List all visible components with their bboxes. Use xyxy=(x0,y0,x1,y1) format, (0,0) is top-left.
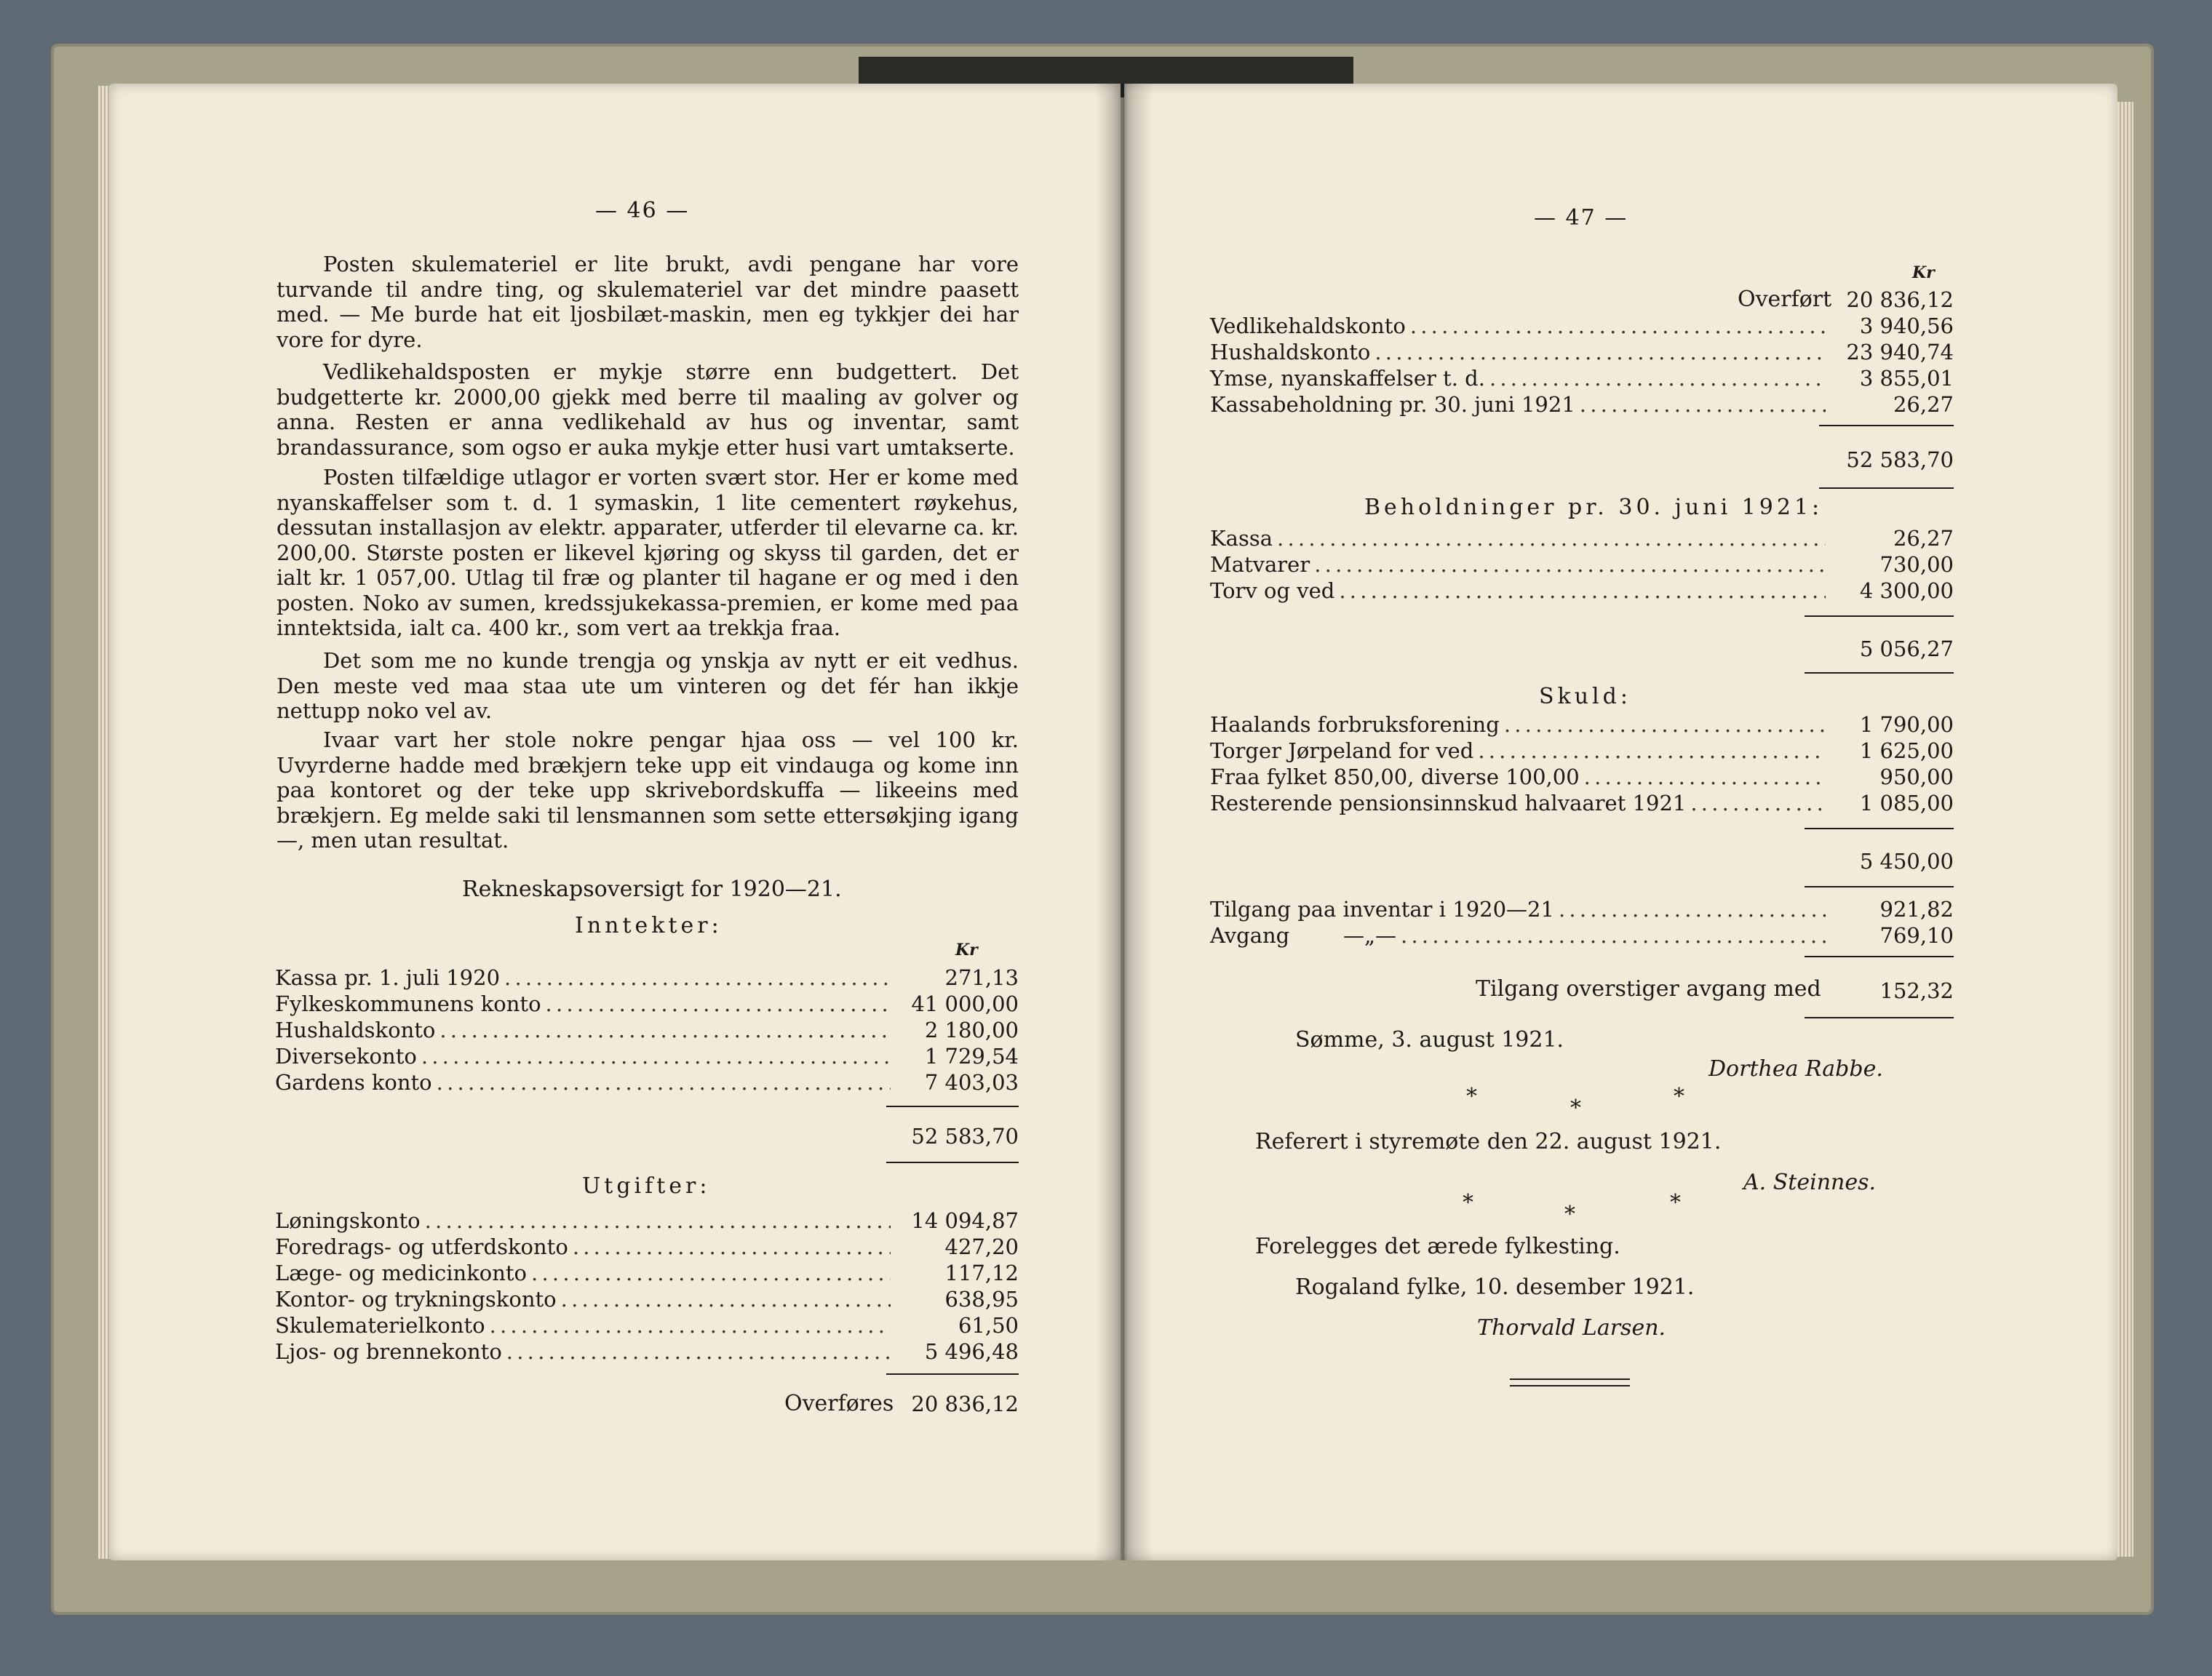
expense-row: Ljos- og brennekonto . . . 5 496,48 xyxy=(275,1338,1019,1365)
inventory-summary-label: Tilgang overstiger avgang med xyxy=(1476,976,1821,1002)
signature-thorvald-larsen: Thorvald Larsen. xyxy=(1477,1315,1666,1341)
sum-rule xyxy=(1805,615,1954,617)
income-title: Inntekter: xyxy=(575,913,723,938)
asterisk: * xyxy=(1674,1084,1684,1109)
sum-rule xyxy=(1805,828,1954,829)
income-row: Kassa pr. 1. juli 1920 . . . 271,13 xyxy=(275,965,1019,991)
income-row: Diversekonto . . . 1 729,54 xyxy=(275,1043,1019,1069)
inventory-row: Avgang —„— . . . 769,10 xyxy=(1210,922,1954,949)
county-date: Rogaland fylke, 10. desember 1921. xyxy=(1295,1274,1695,1300)
referred-line: Referert i styremøte den 22. august 1921. xyxy=(1255,1129,1722,1154)
asterisk: * xyxy=(1670,1190,1681,1216)
holdings-title: Beholdninger pr. 30. juni 1921: xyxy=(1364,495,1823,520)
expense-total: 52 583,70 xyxy=(1846,447,1954,472)
asterisk: * xyxy=(1564,1202,1575,1227)
inventory-summary-amount: 152,32 xyxy=(1879,978,1954,1003)
page-number-right: — 47 — xyxy=(1534,205,1628,231)
sum-rule xyxy=(1805,672,1954,674)
holdings-row: Torv og ved . . . 4 300,00 xyxy=(1210,578,1954,604)
carried-amount: 20 836,12 xyxy=(911,1392,1019,1416)
place-date: Sømme, 3. august 1921. xyxy=(1295,1027,1564,1053)
expense-row: Hushaldskonto . . . 23 940,74 xyxy=(1210,339,1954,365)
debt-row: Torger Jørpeland for ved . . . 1 625,00 xyxy=(1210,738,1954,764)
debt-total: 5 450,00 xyxy=(1859,849,1954,874)
expense-row: Kontor- og trykningskonto . . . 638,95 xyxy=(275,1286,1019,1312)
inventory-row: Tilgang paa inventar i 1920—21 . . . 921,82 xyxy=(1210,896,1954,922)
paragraph: Posten skulemateriel er lite brukt, avdi pengane har vore turvande til andre ting, og skulemateriel var det mindre paasett med. — Me burde hat eit ljosbilæt-maskin, men eg tykkjer dei har vore for dyre. xyxy=(276,252,1019,352)
sum-rule xyxy=(1805,886,1954,887)
debt-title: Skuld: xyxy=(1539,684,1631,709)
sum-rule xyxy=(886,1162,1019,1163)
holdings-row: Kassa . . . 26,27 xyxy=(1210,525,1954,551)
asterisk: * xyxy=(1570,1096,1581,1121)
expense-row: Læge- og medicinkonto . . . 117,12 xyxy=(275,1260,1019,1286)
overview-title: Rekneskapsoversigt for 1920—21. xyxy=(462,877,842,902)
paragraph: Det som me no kunde trengja og ynskja av nytt er eit vedhus. Den meste ved maa staa ute um vinteren og det fér han ikkje nettupp noko vel av. xyxy=(276,648,1019,723)
income-row: Hushaldskonto . . . 2 180,00 xyxy=(275,1017,1019,1043)
sum-rule xyxy=(886,1373,1019,1375)
holdings-total: 5 056,27 xyxy=(1859,637,1954,661)
paragraph: Vedlikehaldsposten er mykje større enn budgettert. Det budgetterte kr. 2000,00 gjekk med berre til maaling av golver og anna. Resten er anna vedlikehald av hus og inventar, samt brandassurance, som ogso er auka mykje etter husi vart umtakserte. xyxy=(276,359,1019,460)
signature-dorthea-rabbe: Dorthea Rabbe. xyxy=(1708,1056,1883,1082)
carried-label: Overføres xyxy=(784,1391,894,1416)
currency-symbol: Kr xyxy=(955,941,978,959)
income-row: Fylkeskommunens konto . . . 41 000,00 xyxy=(275,991,1019,1017)
expense-row: Skulematerielkonto . . . 61,50 xyxy=(275,1312,1019,1338)
debt-row: Resterende pensionsinnskud halvaaret 1921 . . . 1 085,00 xyxy=(1210,790,1954,816)
page-number-left: — 46 — xyxy=(595,198,690,223)
signature-a-steinnes: A. Steinnes. xyxy=(1743,1170,1877,1195)
brought-amount: 20 836,12 xyxy=(1846,287,1954,312)
holdings-row: Matvarer . . . 730,00 xyxy=(1210,551,1954,578)
sum-rule xyxy=(1805,956,1954,957)
income-row: Gardens konto . . . 7 403,03 xyxy=(275,1069,1019,1096)
expense-row: Foredrags- og utferdskonto . . . 427,20 xyxy=(275,1234,1019,1260)
expense-title: Utgifter: xyxy=(582,1173,711,1199)
sum-rule xyxy=(886,1106,1019,1107)
expense-row: Ymse, nyanskaffelser t. d. . . . 3 855,01 xyxy=(1210,365,1954,391)
expense-row: Vedlikehaldskonto . . . 3 940,56 xyxy=(1210,313,1954,339)
debt-row: Fraa fylket 850,00, diverse 100,00 . . . 950,00 xyxy=(1210,764,1954,790)
asterisk: * xyxy=(1463,1190,1473,1216)
asterisk: * xyxy=(1466,1084,1477,1109)
brought-label: Overført xyxy=(1738,287,1832,312)
closing-rule xyxy=(1510,1378,1630,1386)
expense-row: Løningskonto . . . 14 094,87 xyxy=(275,1208,1019,1234)
expense-row: Kassabeholdning pr. 30. juni 1921 . . . 26,27 xyxy=(1210,391,1954,418)
income-total: 52 583,70 xyxy=(911,1124,1019,1149)
presented-line: Forelegges det ærede fylkesting. xyxy=(1255,1234,1620,1259)
debt-row: Haalands forbruksforening . . . 1 790,00 xyxy=(1210,711,1954,738)
sum-rule xyxy=(1805,1017,1954,1018)
currency-symbol: Kr xyxy=(1912,263,1935,282)
sum-rule xyxy=(1819,425,1954,426)
paragraph: Posten tilfældige utlagor er vorten svært stor. Her er kome med nyanskaffelser som t. d. 1 symaskin, 1 lite cementert røykehus, dessutan installasjon av elektr. apparater, utferder til elevarne ca. kr. 200,00. Største posten er likevel kjøring og skyss til garden, det er ialt kr. 1 057,00. Utlag til fræ og planter til hagane er og med i den posten. Noko av sumen, kredssjukekassa-premien, er kome med paa inntektsida, ialt ca. 400 kr., som vert aa trekkja fraa. xyxy=(276,465,1019,640)
book-gutter xyxy=(1095,84,1153,1560)
paragraph: Ivaar vart her stole nokre pengar hjaa oss — vel 100 kr. Uvyrderne hadde med brækjern teke upp eit vindauga og kome inn paa kontoret og der teke upp skrivebordskuffa — likeeins med brækjern. Eg melde saki til lensmannen som sette ettersøkjing igang —, men utan resultat. xyxy=(276,727,1019,853)
sum-rule xyxy=(1819,487,1954,489)
